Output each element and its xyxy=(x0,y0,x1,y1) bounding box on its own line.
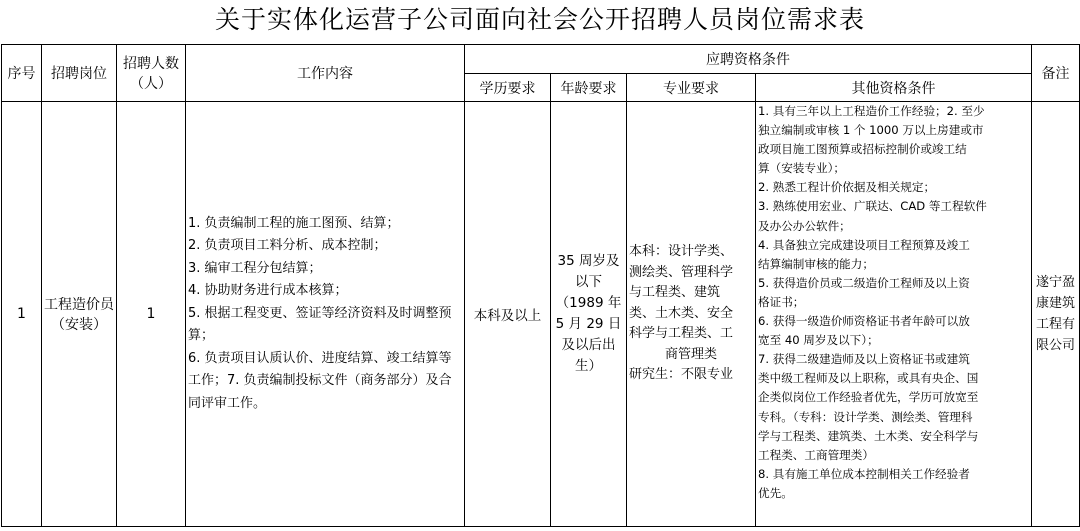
list-item: 政项目施工图预算或招标控制价或竣工结 xyxy=(758,142,967,157)
age-line: 35 周岁及 xyxy=(557,253,620,269)
list-item: 算（安装专业）； xyxy=(758,161,845,176)
major-line: 与工程类、建筑 xyxy=(629,285,721,301)
list-item: 格证书； xyxy=(758,294,805,309)
list-item: 宽至 40 周岁及以下）； xyxy=(758,333,879,348)
list-item: 4. 具备独立完成建设项目工程预算及竣工 xyxy=(758,237,970,252)
list-item: 2. 负责项目工料分析、成本控制； xyxy=(188,238,387,254)
list-item: 3. 熟练使用宏业、广联达、CAD 等工程软件 xyxy=(758,199,987,214)
major-line: 类、土木类、安全 xyxy=(629,305,734,321)
age-line: 以下 xyxy=(575,274,602,290)
cell-other xyxy=(756,102,1032,527)
list-item: 5. 根据工程变更、签证等经济资料及时调整预算； xyxy=(188,305,452,344)
list-item: 4. 协助财务进行成本核算； xyxy=(188,283,348,299)
cell-remark xyxy=(1032,102,1080,527)
remark-line: 遂宁盈 xyxy=(1035,275,1075,290)
header-seq: 序号 xyxy=(2,45,42,102)
list-item: 专科。（专科：设计学类、测绘类、管理科 xyxy=(758,409,973,424)
remark-line: 康建筑 xyxy=(1035,296,1075,311)
list-item: 独立编制或审核 1 个 1000 万以上房建或市 xyxy=(758,123,984,138)
list-item: 6. 负责项目认质认价、进度结算、竣工结算等工作；7. 负责编制投标文件（商务部分）及合同评审工作。 xyxy=(188,350,452,411)
list-item: 企类似岗位工作经验者优先，学历可放宽至 xyxy=(758,390,979,405)
header-major: 专业要求 xyxy=(627,74,756,102)
header-age: 年龄要求 xyxy=(551,74,627,102)
other-list xyxy=(758,102,1029,503)
age-line: 及以后出 xyxy=(561,337,616,353)
header-count: 招聘人数（人） xyxy=(117,45,186,102)
list-item: 学与工程类、建筑类、土木类、安全科学与 xyxy=(758,428,979,443)
job-requirements-table xyxy=(1,44,1080,527)
major-line: 测绘类、管理科学 xyxy=(629,264,734,280)
list-item: 优先。 xyxy=(758,485,793,500)
list-item: 7. 获得二级建造师及以上资格证书或建筑 xyxy=(758,352,970,367)
cell-seq: 1 xyxy=(2,102,42,527)
age-line: 5 月 29 日 xyxy=(555,316,622,332)
list-item: 2. 熟悉工程计价依据及相关规定； xyxy=(758,180,936,195)
header-remark: 备注 xyxy=(1032,45,1080,102)
age-line: （1989 年 xyxy=(555,295,622,311)
remark-line: 限公司 xyxy=(1035,338,1075,353)
table-row xyxy=(2,102,1080,527)
remark-line: 工程有 xyxy=(1035,317,1075,332)
major-line: 本科：设计学类、 xyxy=(629,244,734,260)
list-item: 及办公办公软件； xyxy=(758,218,851,233)
list-item: 8. 具有施工单位成本控制相关工作经验者 xyxy=(758,466,970,481)
list-item: 类中级工程师及以上职称，或具有央企、国 xyxy=(758,371,979,386)
cell-count: 1 xyxy=(117,102,186,527)
cell-education: 本科及以上 xyxy=(465,102,551,527)
list-item: 3. 编审工程分包结算； xyxy=(188,260,322,276)
list-item: 工程类、工商管理类） xyxy=(758,447,874,462)
list-item: 5. 获得造价员或二级造价工程师及以上资 xyxy=(758,275,970,290)
major-line: 商管理类 xyxy=(664,346,717,362)
list-item: 6. 获得一级造价师资格证书者年龄可以放 xyxy=(758,314,970,329)
cell-major xyxy=(627,102,756,527)
cell-position: 工程造价员（安装） xyxy=(42,102,117,527)
header-education: 学历要求 xyxy=(465,74,551,102)
content-list xyxy=(188,213,462,416)
header-content: 工作内容 xyxy=(186,45,465,102)
major-line: 研究生：不限专业 xyxy=(629,367,734,383)
cell-age xyxy=(551,102,627,527)
age-line: 生） xyxy=(575,358,602,374)
list-item: 结算编制审核的能力； xyxy=(758,256,874,271)
major-line: 科学与工程类、工 xyxy=(629,326,734,342)
header-qualifications: 应聘资格条件 xyxy=(465,45,1032,74)
header-position: 招聘岗位 xyxy=(42,45,117,102)
header-other: 其他资格条件 xyxy=(756,74,1032,102)
cell-content xyxy=(186,102,465,527)
list-item: 1. 负责编制工程的施工图预、结算； xyxy=(188,215,400,231)
page-title: 关于实体化运营子公司面向社会公开招聘人员岗位需求表 xyxy=(214,5,865,34)
list-item: 1. 具有三年以上工程造价工作经验；2. 至少 xyxy=(758,104,985,118)
